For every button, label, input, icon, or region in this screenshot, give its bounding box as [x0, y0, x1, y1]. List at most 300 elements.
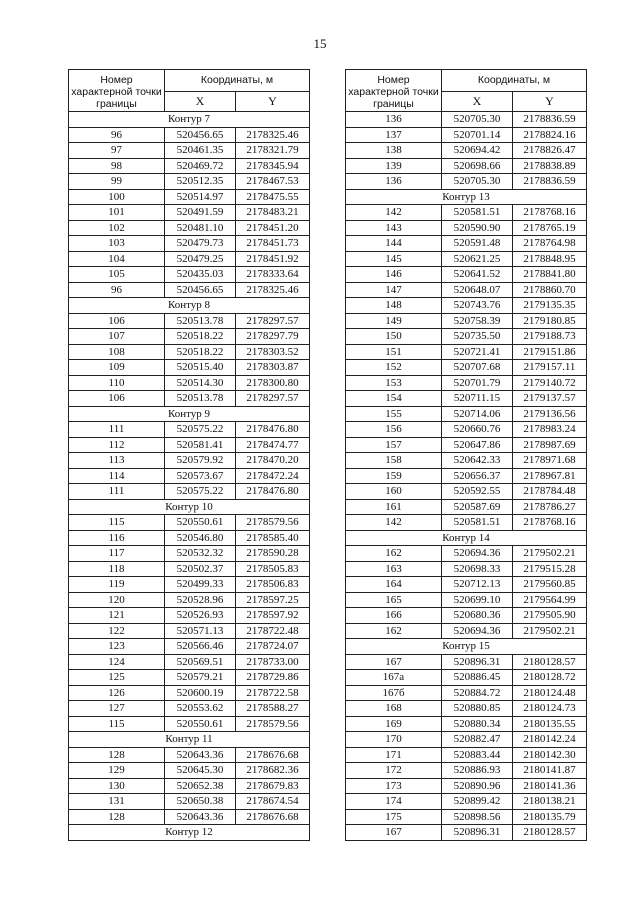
- y-coordinate-cell: 2179515.28: [513, 561, 587, 577]
- y-coordinate-cell: 2179180.85: [513, 313, 587, 329]
- point-number-cell: 154: [346, 391, 442, 407]
- table-row: [69, 639, 310, 655]
- point-number-cell: 109: [69, 360, 165, 376]
- y-coordinate-cell: 2178674.54: [236, 794, 310, 810]
- x-coordinate-cell: 520705.30: [442, 112, 513, 128]
- table-row: [346, 716, 587, 732]
- table-row: [69, 778, 310, 794]
- x-coordinate-cell: 520528.96: [165, 592, 236, 608]
- point-number-cell: 137: [346, 127, 442, 143]
- table-row: [346, 453, 587, 469]
- contour-header-row: [69, 406, 310, 422]
- point-number-cell: 118: [69, 561, 165, 577]
- table-row: [69, 670, 310, 686]
- y-coordinate-cell: 2178467.53: [236, 174, 310, 190]
- table-row: [346, 577, 587, 593]
- table-row: [346, 794, 587, 810]
- y-coordinate-cell: 2178722.58: [236, 685, 310, 701]
- y-coordinate-cell: 2180142.30: [513, 747, 587, 763]
- coordinates-table-right: [345, 69, 587, 841]
- x-coordinate-cell: 520660.76: [442, 422, 513, 438]
- table-row: [69, 794, 310, 810]
- table-row: [346, 313, 587, 329]
- point-number-cell: 136: [346, 112, 442, 128]
- point-number-cell: 99: [69, 174, 165, 190]
- table-row: [346, 205, 587, 221]
- table-row: [69, 422, 310, 438]
- y-coordinate-cell: 2180124.48: [513, 685, 587, 701]
- point-number-cell: 124: [69, 654, 165, 670]
- header-point-number: Номер характерной точки границы: [69, 70, 165, 112]
- x-coordinate-cell: 520896.31: [442, 654, 513, 670]
- table-row: [346, 375, 587, 391]
- y-coordinate-cell: 2178983.24: [513, 422, 587, 438]
- coordinates-table-left: [68, 69, 310, 841]
- point-number-cell: 112: [69, 437, 165, 453]
- table-row: [69, 763, 310, 779]
- x-coordinate-cell: 520899.42: [442, 794, 513, 810]
- y-coordinate-cell: 2178768.16: [513, 205, 587, 221]
- x-coordinate-cell: 520526.93: [165, 608, 236, 624]
- point-number-cell: 111: [69, 422, 165, 438]
- x-coordinate-cell: 520579.92: [165, 453, 236, 469]
- y-coordinate-cell: 2178838.89: [513, 158, 587, 174]
- table-row: [346, 298, 587, 314]
- point-number-cell: 101: [69, 205, 165, 221]
- point-number-cell: 121: [69, 608, 165, 624]
- table-row: [346, 406, 587, 422]
- table-body-right: [346, 112, 587, 841]
- x-coordinate-cell: 520698.66: [442, 158, 513, 174]
- point-number-cell: 167б: [346, 685, 442, 701]
- point-number-cell: 131: [69, 794, 165, 810]
- y-coordinate-cell: 2180128.57: [513, 825, 587, 841]
- x-coordinate-cell: 520479.25: [165, 251, 236, 267]
- x-coordinate-cell: 520502.37: [165, 561, 236, 577]
- table-row: [346, 515, 587, 531]
- table-row: [69, 592, 310, 608]
- table-row: [346, 422, 587, 438]
- page-number: 15: [313, 36, 327, 51]
- table-row: [346, 623, 587, 639]
- table-row: [69, 654, 310, 670]
- point-number-cell: 166: [346, 608, 442, 624]
- table-row: [69, 267, 310, 283]
- contour-title: Контур 14: [346, 530, 587, 546]
- x-coordinate-cell: 520643.36: [165, 747, 236, 763]
- table-row: [69, 391, 310, 407]
- table-row: [346, 468, 587, 484]
- table-row: [69, 701, 310, 717]
- x-coordinate-cell: 520590.90: [442, 220, 513, 236]
- x-coordinate-cell: 520550.61: [165, 716, 236, 732]
- contour-header-row: [69, 825, 310, 841]
- y-coordinate-cell: 2178724.07: [236, 639, 310, 655]
- point-number-cell: 122: [69, 623, 165, 639]
- y-coordinate-cell: 2178824.16: [513, 127, 587, 143]
- point-number-cell: 145: [346, 251, 442, 267]
- y-coordinate-cell: 2178470.20: [236, 453, 310, 469]
- point-number-cell: 169: [346, 716, 442, 732]
- y-coordinate-cell: 2180135.55: [513, 716, 587, 732]
- y-coordinate-cell: 2180124.73: [513, 701, 587, 717]
- y-coordinate-cell: 2178784.48: [513, 484, 587, 500]
- point-number-cell: 126: [69, 685, 165, 701]
- y-coordinate-cell: 2178597.92: [236, 608, 310, 624]
- y-coordinate-cell: 2178786.27: [513, 499, 587, 515]
- x-coordinate-cell: 520758.39: [442, 313, 513, 329]
- point-number-cell: 98: [69, 158, 165, 174]
- y-coordinate-cell: 2178967.81: [513, 468, 587, 484]
- x-coordinate-cell: 520898.56: [442, 809, 513, 825]
- x-coordinate-cell: 520553.62: [165, 701, 236, 717]
- point-number-cell: 157: [346, 437, 442, 453]
- y-coordinate-cell: 2179188.73: [513, 329, 587, 345]
- table-row: [69, 344, 310, 360]
- point-number-cell: 105: [69, 267, 165, 283]
- y-coordinate-cell: 2178451.73: [236, 236, 310, 252]
- point-number-cell: 103: [69, 236, 165, 252]
- y-coordinate-cell: 2180128.72: [513, 670, 587, 686]
- y-coordinate-cell: 2178764.98: [513, 236, 587, 252]
- point-number-cell: 102: [69, 220, 165, 236]
- point-number-cell: 96: [69, 127, 165, 143]
- x-coordinate-cell: 520579.21: [165, 670, 236, 686]
- table-row: [69, 313, 310, 329]
- point-number-cell: 174: [346, 794, 442, 810]
- table-row: [69, 530, 310, 546]
- x-coordinate-cell: 520694.42: [442, 143, 513, 159]
- contour-title: Контур 12: [69, 825, 310, 841]
- x-coordinate-cell: 520714.06: [442, 406, 513, 422]
- y-coordinate-cell: 2178588.27: [236, 701, 310, 717]
- x-coordinate-cell: 520694.36: [442, 623, 513, 639]
- point-number-cell: 146: [346, 267, 442, 283]
- x-coordinate-cell: 520880.85: [442, 701, 513, 717]
- x-coordinate-cell: 520550.61: [165, 515, 236, 531]
- point-number-cell: 111: [69, 484, 165, 500]
- table-row: [346, 174, 587, 190]
- y-coordinate-cell: 2178297.79: [236, 329, 310, 345]
- point-number-cell: 106: [69, 313, 165, 329]
- x-coordinate-cell: 520886.45: [442, 670, 513, 686]
- y-coordinate-cell: 2178505.83: [236, 561, 310, 577]
- y-coordinate-cell: 2178303.87: [236, 360, 310, 376]
- x-coordinate-cell: 520642.33: [442, 453, 513, 469]
- point-number-cell: 104: [69, 251, 165, 267]
- x-coordinate-cell: 520532.32: [165, 546, 236, 562]
- point-number-cell: 164: [346, 577, 442, 593]
- x-coordinate-cell: 520512.35: [165, 174, 236, 190]
- y-coordinate-cell: 2178451.20: [236, 220, 310, 236]
- x-coordinate-cell: 520575.22: [165, 484, 236, 500]
- y-coordinate-cell: 2178585.40: [236, 530, 310, 546]
- point-number-cell: 139: [346, 158, 442, 174]
- table-row: [69, 716, 310, 732]
- point-number-cell: 156: [346, 422, 442, 438]
- x-coordinate-cell: 520886.93: [442, 763, 513, 779]
- point-number-cell: 147: [346, 282, 442, 298]
- y-coordinate-cell: 2178300.80: [236, 375, 310, 391]
- y-coordinate-cell: 2178676.68: [236, 809, 310, 825]
- table-row: [69, 174, 310, 190]
- table-row: [69, 685, 310, 701]
- point-number-cell: 161: [346, 499, 442, 515]
- y-coordinate-cell: 2178325.46: [236, 127, 310, 143]
- x-coordinate-cell: 520481.10: [165, 220, 236, 236]
- point-number-cell: 167: [346, 654, 442, 670]
- table-row: [346, 747, 587, 763]
- point-number-cell: 143: [346, 220, 442, 236]
- point-number-cell: 119: [69, 577, 165, 593]
- table-row: [346, 143, 587, 159]
- point-number-cell: 108: [69, 344, 165, 360]
- table-row: [69, 561, 310, 577]
- point-number-cell: 130: [69, 778, 165, 794]
- point-number-cell: 136: [346, 174, 442, 190]
- table-row: [346, 499, 587, 515]
- table-row: [346, 329, 587, 345]
- table-row: [69, 546, 310, 562]
- x-coordinate-cell: 520569.51: [165, 654, 236, 670]
- y-coordinate-cell: 2179137.57: [513, 391, 587, 407]
- table-row: [346, 685, 587, 701]
- y-coordinate-cell: 2179564.99: [513, 592, 587, 608]
- x-coordinate-cell: 520701.14: [442, 127, 513, 143]
- x-coordinate-cell: 520518.22: [165, 329, 236, 345]
- contour-header-row: [346, 639, 587, 655]
- x-coordinate-cell: 520882.47: [442, 732, 513, 748]
- header-x: X: [442, 92, 513, 112]
- table-row: [346, 763, 587, 779]
- point-number-cell: 151: [346, 344, 442, 360]
- x-coordinate-cell: 520581.51: [442, 205, 513, 221]
- contour-header-row: [346, 530, 587, 546]
- x-coordinate-cell: 520712.13: [442, 577, 513, 593]
- point-number-cell: 162: [346, 546, 442, 562]
- table-row: [69, 158, 310, 174]
- y-coordinate-cell: 2179505.90: [513, 608, 587, 624]
- table-row: [69, 453, 310, 469]
- y-coordinate-cell: 2178676.68: [236, 747, 310, 763]
- point-number-cell: 114: [69, 468, 165, 484]
- x-coordinate-cell: 520645.30: [165, 763, 236, 779]
- point-number-cell: 128: [69, 747, 165, 763]
- table-row: [346, 267, 587, 283]
- contour-title: Контур 15: [346, 639, 587, 655]
- table-row: [346, 825, 587, 841]
- table-row: [346, 484, 587, 500]
- point-number-cell: 170: [346, 732, 442, 748]
- point-number-cell: 107: [69, 329, 165, 345]
- y-coordinate-cell: 2178345.94: [236, 158, 310, 174]
- x-coordinate-cell: 520591.48: [442, 236, 513, 252]
- x-coordinate-cell: 520513.78: [165, 391, 236, 407]
- y-coordinate-cell: 2178476.80: [236, 422, 310, 438]
- y-coordinate-cell: 2178474.77: [236, 437, 310, 453]
- point-number-cell: 127: [69, 701, 165, 717]
- point-number-cell: 167: [346, 825, 442, 841]
- point-number-cell: 162: [346, 623, 442, 639]
- x-coordinate-cell: 520514.97: [165, 189, 236, 205]
- x-coordinate-cell: 520513.78: [165, 313, 236, 329]
- contour-title: Контур 11: [69, 732, 310, 748]
- y-coordinate-cell: 2178860.70: [513, 282, 587, 298]
- x-coordinate-cell: 520743.76: [442, 298, 513, 314]
- contour-header-row: [346, 189, 587, 205]
- contour-title: Контур 10: [69, 499, 310, 515]
- x-coordinate-cell: 520735.50: [442, 329, 513, 345]
- table-row: [346, 701, 587, 717]
- point-number-cell: 142: [346, 515, 442, 531]
- y-coordinate-cell: 2179502.21: [513, 546, 587, 562]
- x-coordinate-cell: 520499.33: [165, 577, 236, 593]
- x-coordinate-cell: 520656.37: [442, 468, 513, 484]
- contour-title: Контур 8: [69, 298, 310, 314]
- y-coordinate-cell: 2178733.00: [236, 654, 310, 670]
- x-coordinate-cell: 520592.55: [442, 484, 513, 500]
- table-row: [69, 623, 310, 639]
- x-coordinate-cell: 520896.31: [442, 825, 513, 841]
- y-coordinate-cell: 2178729.86: [236, 670, 310, 686]
- y-coordinate-cell: 2178297.57: [236, 391, 310, 407]
- table-row: [346, 437, 587, 453]
- point-number-cell: 123: [69, 639, 165, 655]
- x-coordinate-cell: 520643.36: [165, 809, 236, 825]
- y-coordinate-cell: 2178679.83: [236, 778, 310, 794]
- table-row: [69, 608, 310, 624]
- y-coordinate-cell: 2178476.80: [236, 484, 310, 500]
- y-coordinate-cell: 2178836.59: [513, 112, 587, 128]
- table-row: [69, 220, 310, 236]
- x-coordinate-cell: 520566.46: [165, 639, 236, 655]
- x-coordinate-cell: 520469.72: [165, 158, 236, 174]
- point-number-cell: 115: [69, 716, 165, 732]
- table-row: [69, 127, 310, 143]
- x-coordinate-cell: 520456.65: [165, 127, 236, 143]
- point-number-cell: 128: [69, 809, 165, 825]
- table-row: [69, 236, 310, 252]
- x-coordinate-cell: 520647.86: [442, 437, 513, 453]
- y-coordinate-cell: 2178321.79: [236, 143, 310, 159]
- table-body-left: [69, 112, 310, 841]
- point-number-cell: 129: [69, 763, 165, 779]
- contour-header-row: [69, 112, 310, 128]
- y-coordinate-cell: 2178506.83: [236, 577, 310, 593]
- x-coordinate-cell: 520546.80: [165, 530, 236, 546]
- table-row: [346, 220, 587, 236]
- x-coordinate-cell: 520581.51: [442, 515, 513, 531]
- point-number-cell: 163: [346, 561, 442, 577]
- table-row: [346, 778, 587, 794]
- table-row: [69, 375, 310, 391]
- point-number-cell: 138: [346, 143, 442, 159]
- contour-header-row: [69, 499, 310, 515]
- x-coordinate-cell: 520621.25: [442, 251, 513, 267]
- contour-header-row: [69, 298, 310, 314]
- point-number-cell: 150: [346, 329, 442, 345]
- point-number-cell: 148: [346, 298, 442, 314]
- x-coordinate-cell: 520883.44: [442, 747, 513, 763]
- point-number-cell: 144: [346, 236, 442, 252]
- x-coordinate-cell: 520571.13: [165, 623, 236, 639]
- header-x: X: [165, 92, 236, 112]
- table-row: [346, 809, 587, 825]
- table-row: [69, 515, 310, 531]
- y-coordinate-cell: 2178765.19: [513, 220, 587, 236]
- y-coordinate-cell: 2178297.57: [236, 313, 310, 329]
- x-coordinate-cell: 520721.41: [442, 344, 513, 360]
- table-row: [346, 344, 587, 360]
- x-coordinate-cell: 520491.59: [165, 205, 236, 221]
- table-row: [346, 670, 587, 686]
- x-coordinate-cell: 520641.52: [442, 267, 513, 283]
- y-coordinate-cell: 2180142.24: [513, 732, 587, 748]
- point-number-cell: 173: [346, 778, 442, 794]
- y-coordinate-cell: 2178836.59: [513, 174, 587, 190]
- point-number-cell: 159: [346, 468, 442, 484]
- y-coordinate-cell: 2180141.36: [513, 778, 587, 794]
- x-coordinate-cell: 520648.07: [442, 282, 513, 298]
- header-coordinates: Координаты, м: [442, 70, 587, 92]
- table-row: [69, 577, 310, 593]
- point-number-cell: 110: [69, 375, 165, 391]
- y-coordinate-cell: 2178325.46: [236, 282, 310, 298]
- table-row: [69, 360, 310, 376]
- point-number-cell: 120: [69, 592, 165, 608]
- table-row: [346, 360, 587, 376]
- table-row: [346, 592, 587, 608]
- y-coordinate-cell: 2179136.56: [513, 406, 587, 422]
- y-coordinate-cell: 2178303.52: [236, 344, 310, 360]
- y-coordinate-cell: 2178451.92: [236, 251, 310, 267]
- point-number-cell: 171: [346, 747, 442, 763]
- point-number-cell: 113: [69, 453, 165, 469]
- point-number-cell: 106: [69, 391, 165, 407]
- table-row: [69, 329, 310, 345]
- table-row: [69, 189, 310, 205]
- table-row: [69, 484, 310, 500]
- x-coordinate-cell: 520575.22: [165, 422, 236, 438]
- header-y: Y: [513, 92, 587, 112]
- table-row: [69, 468, 310, 484]
- point-number-cell: 168: [346, 701, 442, 717]
- y-coordinate-cell: 2179157.11: [513, 360, 587, 376]
- x-coordinate-cell: 520705.30: [442, 174, 513, 190]
- header-y: Y: [236, 92, 310, 112]
- table-row: [346, 732, 587, 748]
- point-number-cell: 125: [69, 670, 165, 686]
- y-coordinate-cell: 2178333.64: [236, 267, 310, 283]
- table-row: [69, 747, 310, 763]
- x-coordinate-cell: 520698.33: [442, 561, 513, 577]
- point-number-cell: 160: [346, 484, 442, 500]
- x-coordinate-cell: 520652.38: [165, 778, 236, 794]
- contour-title: Контур 9: [69, 406, 310, 422]
- y-coordinate-cell: 2180138.21: [513, 794, 587, 810]
- point-number-cell: 153: [346, 375, 442, 391]
- point-number-cell: 116: [69, 530, 165, 546]
- point-number-cell: 175: [346, 809, 442, 825]
- x-coordinate-cell: 520699.10: [442, 592, 513, 608]
- x-coordinate-cell: 520581.41: [165, 437, 236, 453]
- x-coordinate-cell: 520456.65: [165, 282, 236, 298]
- contour-title: Контур 7: [69, 112, 310, 128]
- x-coordinate-cell: 520587.69: [442, 499, 513, 515]
- point-number-cell: 149: [346, 313, 442, 329]
- table-row: [346, 236, 587, 252]
- x-coordinate-cell: 520680.36: [442, 608, 513, 624]
